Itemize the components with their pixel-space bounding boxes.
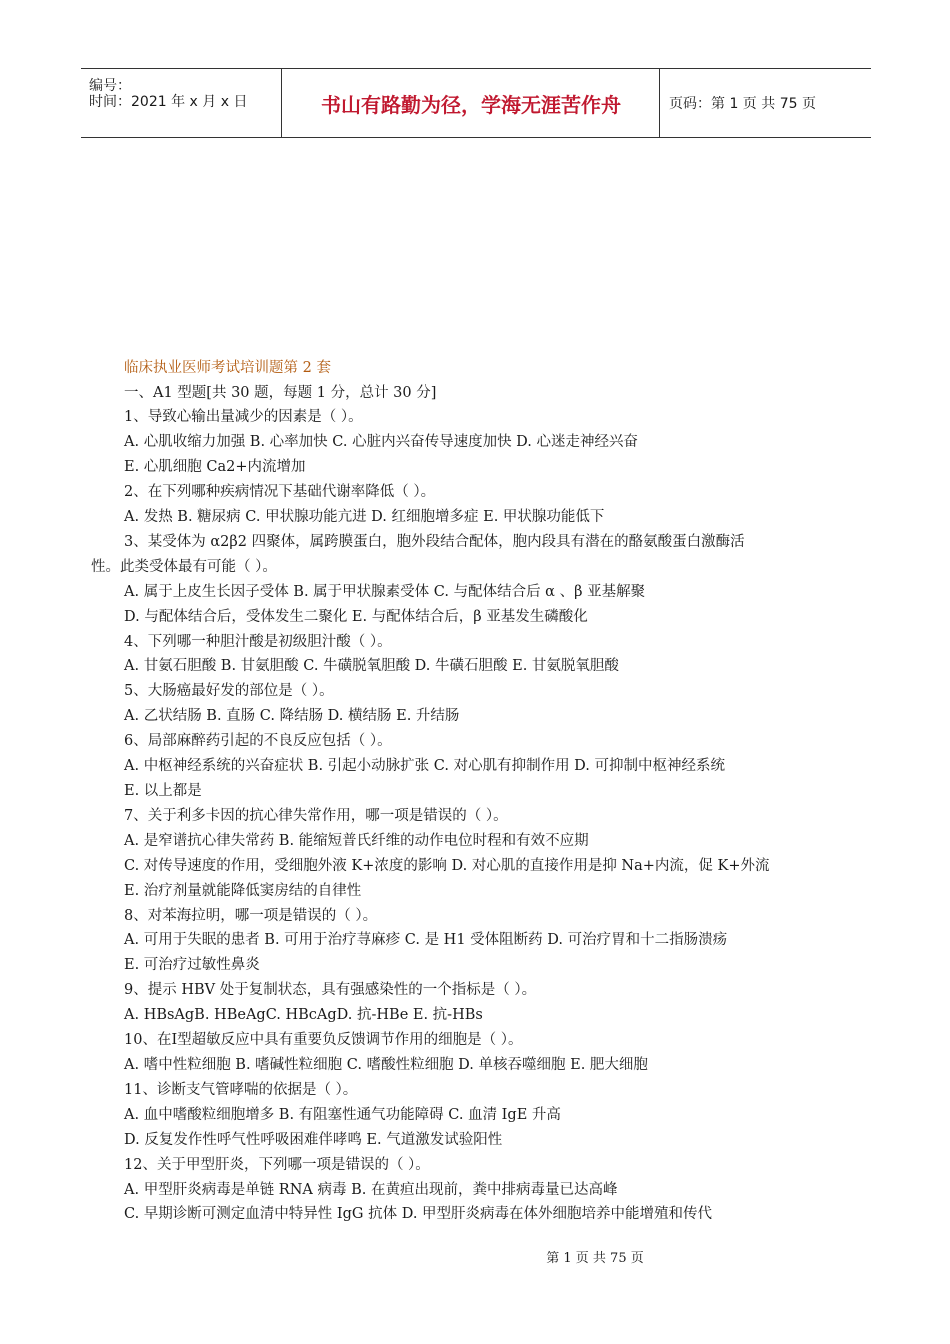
document-body [91,356,867,1227]
question-12-options: A. 甲型肝炎病毒是单链 RNA 病毒 B. 在黄疸出现前，粪中排病毒量已达高峰 [124,1181,618,1198]
question-9: 9、提示 HBV 处于复制状态，具有强感染性的一个指标是（ ）。 [124,982,537,999]
header-meta [81,69,282,137]
number-label: 编号： [89,78,131,94]
question-7-options: A. 是窄谱抗心律失常药 B. 能缩短普氏纤维的动作电位时程和有效不应期 [124,832,589,849]
page-footer: 第 1 页 共 75 页 [546,1251,644,1266]
question-10: 10、在Ⅰ型超敏反应中具有重要负反馈调节作用的细胞是（ ）。 [124,1032,523,1049]
question-2: 2、在下列哪种疾病情况下基础代谢率降低（ ）。 [124,484,436,501]
question-4: 4、下列哪一种胆汁酸是初级胆汁酸（ ）。 [124,633,392,650]
question-11-options: A. 血中嗜酸粒细胞增多 B. 有阻塞性通气功能障碍 C. 血清 IgE 升高 [124,1106,561,1123]
document-title: 临床执业医师考试培训题第 2 套 [124,360,331,376]
question-6-options: A. 中枢神经系统的兴奋症状 B. 引起小动脉扩张 C. 对心肌有抑制作用 D. 可抑制中枢神经系统 [124,758,726,775]
page-header [81,68,871,138]
question-8: 8、对苯海拉明，哪一项是错误的（ ）。 [124,907,378,924]
question-3-line2: 性。此类受体最有可能（ ）。 [91,558,277,575]
question-4-options: A. 甘氨石胆酸 B. 甘氨胆酸 C. 牛磺脱氧胆酸 D. 牛磺石胆酸 E. 甘氨脱氧胆酸 [124,658,619,675]
question-10-options: A. 嗜中性粒细胞 B. 嗜碱性粒细胞 C. 嗜酸性粒细胞 D. 单核吞噬细胞 E. 肥大细胞 [124,1056,648,1073]
question-3-options-cont: D. 与配体结合后，受体发生二聚化 E. 与配体结合后，β 亚基发生磷酸化 [124,608,588,625]
section-heading: 一、A1 型题[共 30 题，每题 1 分，总计 30 分] [124,384,437,401]
question-7-options-cont: C. 对传导速度的作用，受细胞外液 K+浓度的影响 D. 对心肌的直接作用是抑 Na+内流，促 K+外流 [124,857,770,874]
question-12-options-cont: C. 早期诊断可测定血清中特异性 IgG 抗体 D. 甲型肝炎病毒在体外细胞培养中能增殖和传代 [124,1206,713,1223]
question-1: 1、导致心输出量减少的因素是（ ）。 [124,409,363,426]
page-info: 页码：第 1 页 共 75 页 [669,96,816,112]
question-7-options-cont2: E. 治疗剂量就能降低窦房结的自律性 [124,882,362,899]
question-9-options: A. HBsAgB. HBeAgC. HBcAgD. 抗-HBe E. 抗-HBs [124,1007,483,1024]
question-8-options-cont: E. 可治疗过敏性鼻炎 [124,957,260,974]
motto: 书山有路勤为径，学海无涯苦作舟 [283,69,660,137]
question-3-line1: 3、某受体为 α2β2 四聚体，属跨膜蛋白，胞外段结合配体，胞内段具有潜在的酪氨酸蛋白激酶活 [124,533,745,550]
question-7: 7、关于利多卡因的抗心律失常作用，哪一项是错误的（ ）。 [124,807,508,824]
question-1-options-cont: E. 心肌细胞 Ca2+内流增加 [124,459,306,476]
question-6-options-cont: E. 以上都是 [124,783,202,799]
question-11: 11、诊断支气管哮喘的依据是（ ）。 [124,1081,358,1098]
question-5: 5、大肠癌最好发的部位是（ ）。 [124,683,334,700]
question-5-options: A. 乙状结肠 B. 直肠 C. 降结肠 D. 横结肠 E. 升结肠 [124,708,460,725]
question-8-options: A. 可用于失眠的患者 B. 可用于治疗荨麻疹 C. 是 H1 受体阻断药 D. 可治疗胃和十二指肠溃疡 [124,932,728,949]
question-6: 6、局部麻醉药引起的不良反应包括（ ）。 [124,733,392,750]
question-3-options: A. 属于上皮生长因子受体 B. 属于甲状腺素受体 C. 与配体结合后 α 、β 亚基解聚 [124,583,646,600]
date-label: 时间：2021 年 x 月 x 日 [89,94,248,110]
question-3 [91,530,867,580]
question-1-options: A. 心肌收缩力加强 B. 心率加快 C. 心脏内兴奋传导速度加快 D. 心迷走神经兴奋 [124,434,639,451]
question-11-options-cont: D. 反复发作性呼气性呼吸困难伴哮鸣 E. 气道激发试验阳性 [124,1131,503,1148]
question-2-options: A. 发热 B. 糖尿病 C. 甲状腺功能亢进 D. 红细胞增多症 E. 甲状腺功能低下 [124,509,605,526]
question-12: 12、关于甲型肝炎，下列哪一项是错误的（ ）。 [124,1156,430,1173]
